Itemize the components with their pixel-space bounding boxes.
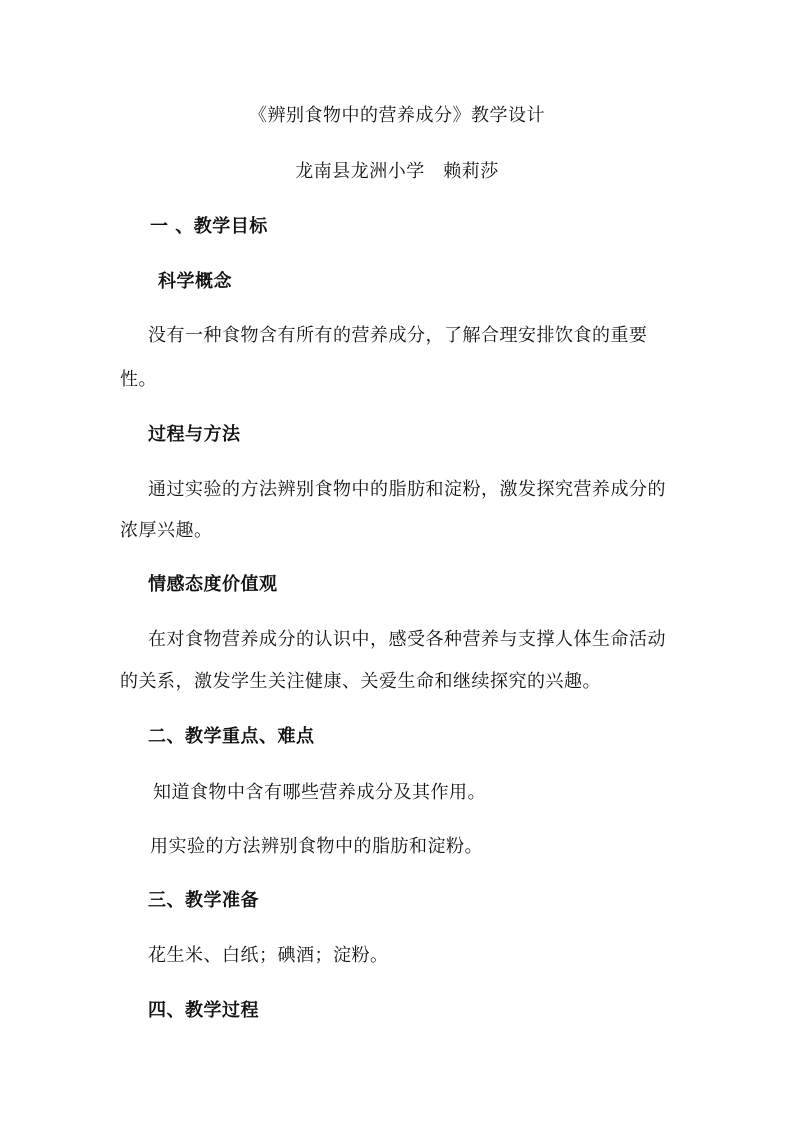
- section-heading-teaching-process: 四、教学过程: [148, 1000, 259, 1021]
- section-heading-key-points: 二、教学重点、难点: [148, 726, 315, 747]
- document-title: 《辨别食物中的营养成分》教学设计: [249, 105, 545, 126]
- paragraph-science-concepts-line-1: 没有一种食物含有所有的营养成分，了解合理安排饮食的重要: [148, 325, 648, 346]
- key-point-item-1: 知道食物中含有哪些营养成分及其作用。: [153, 782, 486, 803]
- subheading-process-method: 过程与方法: [148, 424, 241, 445]
- paragraph-process-method-line-2: 浓厚兴趣。: [120, 520, 213, 541]
- author-line: 龙南县龙洲小学 赖莉莎: [295, 161, 499, 182]
- section-heading-teaching-goals: 一 、教学目标: [150, 216, 268, 237]
- paragraph-science-concepts-line-2: 性。: [120, 369, 157, 390]
- section-heading-preparation: 三、教学准备: [148, 890, 259, 911]
- preparation-materials: 花生米、白纸；碘酒；淀粉。: [148, 945, 389, 966]
- key-point-item-2: 用实验的方法辨别食物中的脂肪和淀粉。: [150, 836, 483, 857]
- subheading-science-concepts: 科学概念: [158, 271, 232, 292]
- paragraph-process-method-line-1: 通过实验的方法辨别食物中的脂肪和淀粉，激发探究营养成分的: [148, 479, 666, 500]
- paragraph-attitude-values-line-1: 在对食物营养成分的认识中，感受各种营养与支撑人体生命活动: [148, 629, 666, 650]
- paragraph-attitude-values-line-2: 的关系，激发学生关注健康、关爱生命和继续探究的兴趣。: [120, 671, 601, 692]
- subheading-attitude-values: 情感态度价值观: [148, 574, 278, 595]
